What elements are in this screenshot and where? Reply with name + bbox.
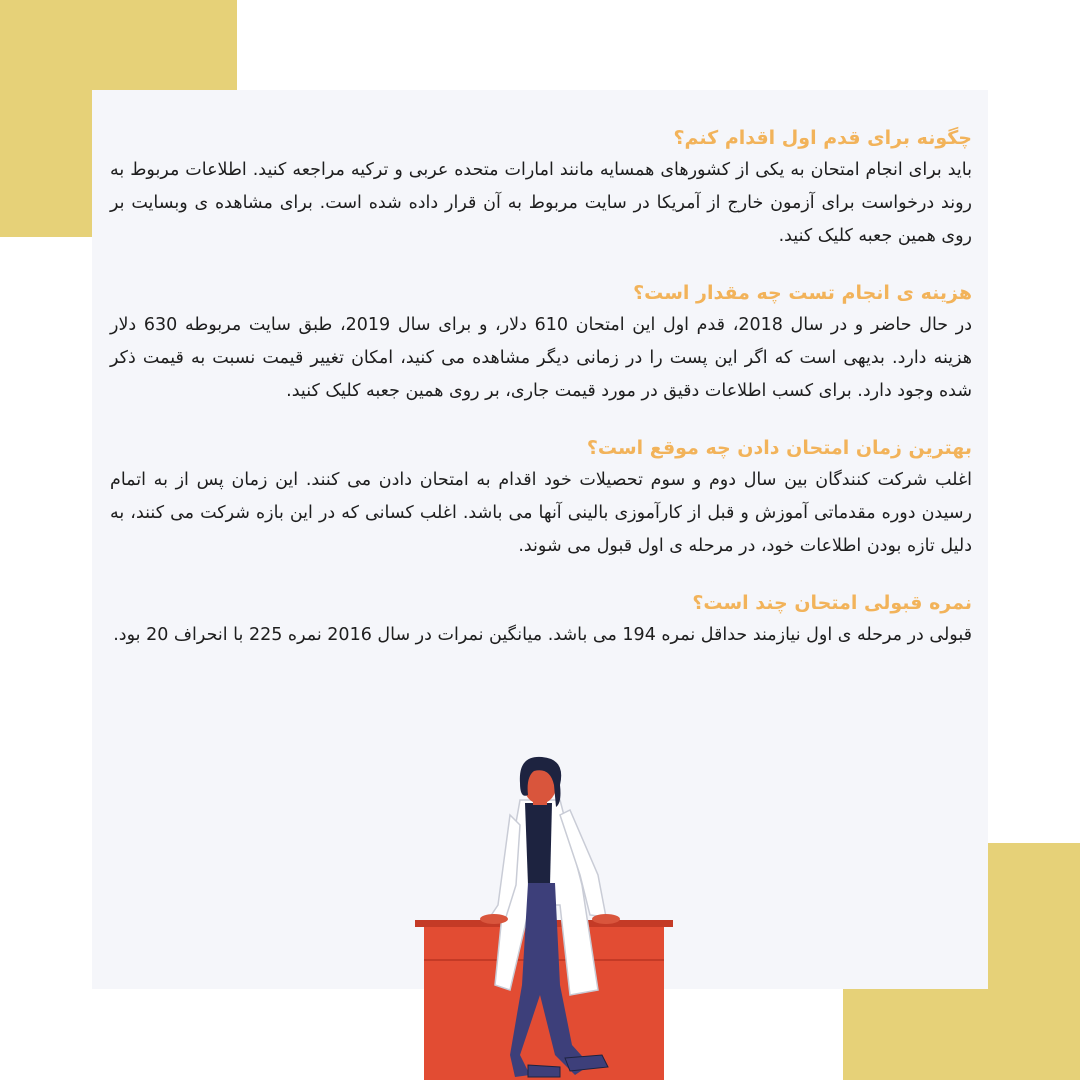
faq-section-passing-score [110, 587, 972, 652]
faq-heading: بهترین زمان امتحان دادن چه موقع است؟ [586, 437, 972, 459]
faq-section-cost[interactable] [110, 277, 972, 408]
faq-content [110, 122, 972, 676]
faq-heading: هزینه ی انجام تست چه مقدار است؟ [633, 282, 972, 304]
faq-body: اغلب شرکت کنندگان بین سال دوم و سوم تحصیلات خود اقدام به امتحان دادن می کنند. این زمان پس از به اتمام رسیدن دوره مقدماتی آموزش و قبل از کارآموزی بالینی آنها می باشد. اغلب کسانی که در این بازه شرکت می کنند، به دلیل تازه بودن اطلاعات خود، در مرحله ی اول قبول می شوند. [110, 470, 972, 556]
faq-section-first-step[interactable] [110, 122, 972, 253]
doctor-leaning-on-desk-illustration [410, 755, 680, 1080]
faq-body: در حال حاضر و در سال 2018، قدم اول این امتحان 610 دلار، و برای سال 2019، طبق سایت مربوطه 630 دلار هزینه دارد. بدیهی است که اگر این پست را در زمانی دیگر مشاهده می کنید، امکان تغییر قیمت نسبت به قیمت ذکر شده وجود دارد. برای کسب اطلاعات دقیق در مورد قیمت جاری، بر روی همین جعبه کلیک کنید. [110, 315, 972, 401]
faq-heading: نمره قبولی امتحان چند است؟ [692, 592, 972, 614]
faq-section-best-time [110, 432, 972, 563]
faq-body: باید برای انجام امتحان به یکی از کشورهای همسایه مانند امارات متحده عربی و ترکیه مراجعه کنید. اطلاعات مربوط به روند درخواست برای آزمون خارج از آمریکا در سایت مربوط به آن قرار داده شده است. برای مشاهده ی وبسایت بر روی همین جعبه کلیک کنید. [110, 160, 972, 246]
shirt [525, 803, 552, 885]
faq-heading: چگونه برای قدم اول اقدام کنم؟ [673, 127, 972, 149]
faq-body: قبولی در مرحله ی اول نیازمند حداقل نمره 194 می باشد. میانگین نمرات در سال 2016 نمره 225 با انحراف 20 بود. [113, 625, 972, 645]
